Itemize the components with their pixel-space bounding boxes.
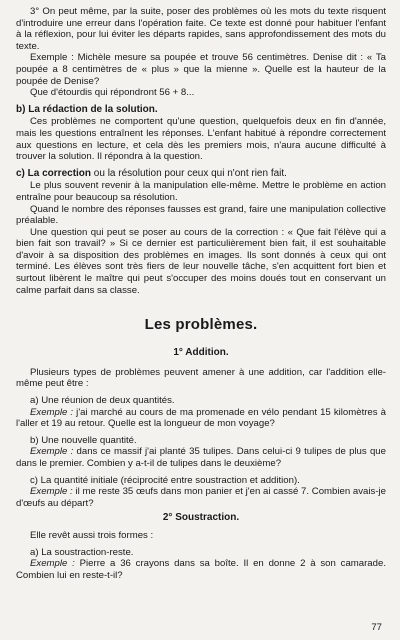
subtraction-item-a-example xyxy=(16,558,386,581)
addition-item-b: b) Une nouvelle quantité. xyxy=(30,434,137,446)
addition-heading: 1° Addition. xyxy=(173,347,229,359)
addition-item-c-example xyxy=(16,486,386,509)
addition-item-c: c) La quantité initiale (réciprocité entre soustraction et addition). xyxy=(30,474,300,486)
section-c-paragraph-2: Quand le nombre des réponses fausses est grand, faire une manipulation collective préalable. xyxy=(16,203,386,227)
addition-item-a: a) Une réunion de deux quantités. xyxy=(30,395,175,407)
addition-item-b-example xyxy=(16,446,386,469)
section-b-heading: b) La rédaction de la solution. xyxy=(16,103,158,115)
example-text: Pierre a 36 crayons dans sa boîte. Il en donne 2 à son camarade. Combien lui en reste-t-il? xyxy=(16,558,386,581)
example-text: dans ce massif j'ai planté 35 tulipes. Dans celui-ci 9 tulipes de plus que dans le premier. Combien y a-t-il de tulipes dans le deuxième? xyxy=(16,446,386,469)
example-label: Exemple : xyxy=(30,446,74,458)
section-b-paragraph: Ces problèmes ne comportent qu'une question, quelquefois deux en fin d'année, mais les questions entraînent les réponses. L'enfant habitué à répondre correctement aux questions en lecture, et cela dès les premiers mois, n'aura aucune difficulté à trouver la solution. Il répondra à la question. xyxy=(16,116,386,163)
example-text: j'ai marché au cours de ma promenade en vélo pendant 15 kilomètres à l'aller et 19 au retour. Quelle est la longueur de mon voyage? xyxy=(16,406,386,430)
example-text: il me reste 35 œufs dans mon panier et j'en ai cassé 7. Combien avais-je d'œufs au départ? xyxy=(16,486,386,509)
addition-item-a-example xyxy=(16,407,386,430)
subtraction-item-a: a) La soustraction-reste. xyxy=(30,546,134,558)
section-c-paragraph-1: Le plus souvent revenir à la manipulation elle-même. Mettre le problème en action entraîne pour beaucoup sa résolution. xyxy=(16,180,386,203)
section-c-heading xyxy=(16,168,386,180)
section-c-heading-bold: c) La correction xyxy=(16,167,92,179)
chapter-title: Les problèmes. xyxy=(144,316,258,334)
section-c-paragraph-3: Une question qui peut se poser au cours de la correction : « Que fait l'élève qui a bien fait son travail? » Si ce dernier est particulièrement bien fait, il est souhaitable d'avoir à sa disposition des problèmes en images. Ils sont donnés à ceux qui ont terminé. Les élèves sont très fiers de leur nouvelle tâche, s'en acquittent fort bien et surtout libèrent le maître qui peut s'occuper des moins doués tout en conservant un calme parfait dans sa classe. xyxy=(16,226,386,296)
addition-intro: Plusieurs types de problèmes peuvent amener à une addition, car l'addition elle-même peut être : xyxy=(16,366,386,390)
example-doll-answer: Que d'étourdis qui répondront 56 + 8... xyxy=(30,87,195,99)
subtraction-intro: Elle revêt aussi trois formes : xyxy=(30,529,154,541)
page-number: 77 xyxy=(371,622,382,634)
subtraction-heading: 2° Soustraction. xyxy=(162,512,240,524)
example-label: Exemple : xyxy=(30,406,74,418)
example-label: Exemple : xyxy=(30,486,73,498)
paragraph-intro: 3° On peut même, par la suite, poser des problèmes où les mots du texte risquent d'introduire une erreur dans l'opération faite. Ce texte est donné pour habituer l'enfant à la réflexion, pour lui éviter les départs rapides, sans approfondissement des mots du texte. xyxy=(16,6,386,52)
example-doll-text: Exemple : Michèle mesure sa poupée et trouve 56 centimètres. Denise dit : « Ta poupée a 8 centimètres de « plus » que la mienne ». Quelle est la hauteur de la poupée de Denise? xyxy=(16,52,386,87)
example-label: Exemple : xyxy=(30,558,75,570)
section-c-heading-rest: ou la résolution pour ceux qui n'ont rien fait. xyxy=(91,167,287,179)
